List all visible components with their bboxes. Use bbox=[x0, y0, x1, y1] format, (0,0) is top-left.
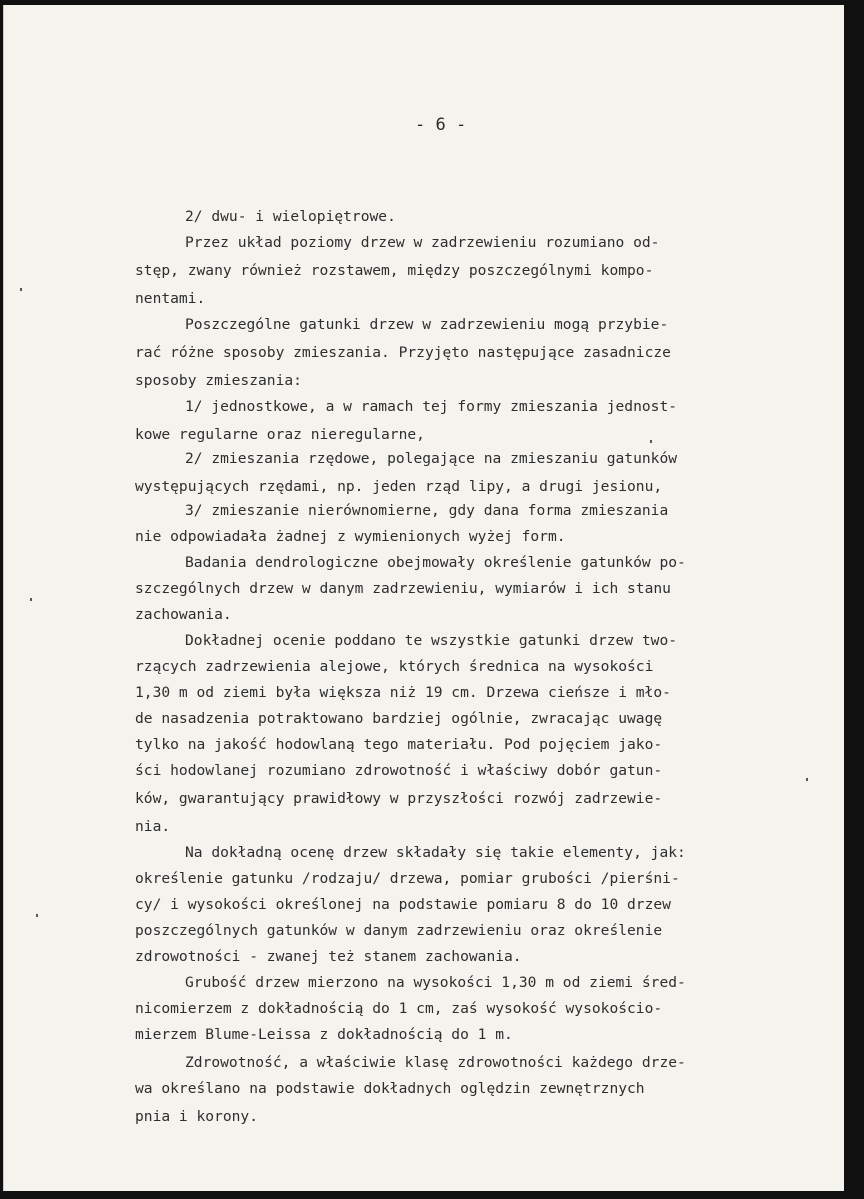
text-line: szczególnych drzew w danym zadrzewieniu, wymiarów i ich stanu bbox=[135, 580, 671, 597]
text-line: Przez układ poziomy drzew w zadrzewieniu rozumiano od- bbox=[185, 234, 660, 251]
text-line: poszczególnych gatunków w danym zadrzewieniu oraz określenie bbox=[135, 922, 663, 939]
text-line: sposoby zmieszania: bbox=[135, 372, 302, 389]
text-line: nicomierzem z dokładnością do 1 cm, zaś wysokość wysokościo- bbox=[135, 1000, 663, 1017]
text-line: określenie gatunku /rodzaju/ drzewa, pomiar grubości /pierśni- bbox=[135, 870, 680, 887]
text-line: 1,30 m od ziemi była większa niż 19 cm. Drzewa cieńsze i mło- bbox=[135, 684, 671, 701]
text-line: nentami. bbox=[135, 290, 206, 307]
text-line: Na dokładną ocenę drzew składały się takie elementy, jak: bbox=[185, 844, 686, 861]
text-line: zachowania. bbox=[135, 606, 232, 623]
text-line: 2/ dwu- i wielopiętrowe. bbox=[185, 208, 396, 225]
scan-speck bbox=[20, 288, 22, 291]
text-line: de nasadzenia potraktowano bardziej ogólnie, zwracając uwagę bbox=[135, 710, 663, 727]
page-number: - 6 - bbox=[415, 115, 467, 135]
text-line: ków, gwarantujący prawidłowy w przyszłości rozwój zadrzewie- bbox=[135, 790, 663, 807]
text-line: zdrowotności - zwanej też stanem zachowania. bbox=[135, 948, 522, 965]
text-line: pnia i korony. bbox=[135, 1108, 259, 1125]
text-line: nie odpowiadała żadnej z wymienionych wyżej form. bbox=[135, 528, 566, 545]
text-line: rać różne sposoby zmieszania. Przyjęto następujące zasadnicze bbox=[135, 344, 671, 361]
scan-speck bbox=[650, 440, 652, 443]
text-line: Badania dendrologiczne obejmowały określenie gatunków po- bbox=[185, 554, 686, 571]
text-line: kowe regularne oraz nieregularne, bbox=[135, 426, 425, 443]
text-line: rzących zadrzewienia alejowe, których średnica na wysokości bbox=[135, 658, 654, 675]
text-line: stęp, zwany również rozstawem, między poszczególnymi kompo- bbox=[135, 262, 654, 279]
text-line: Zdrowotność, a właściwie klasę zdrowotności każdego drze- bbox=[185, 1054, 686, 1071]
scan-speck bbox=[36, 914, 38, 917]
text-line: Dokładnej ocenie poddano te wszystkie gatunki drzew two- bbox=[185, 632, 678, 649]
text-line: 3/ zmieszanie nierównomierne, gdy dana forma zmieszania bbox=[185, 502, 669, 519]
scan-speck bbox=[30, 598, 32, 601]
text-line: mierzem Blume-Leissa z dokładnością do 1 m. bbox=[135, 1026, 513, 1043]
text-line: nia. bbox=[135, 818, 171, 835]
text-line: 2/ zmieszania rzędowe, polegające na zmieszaniu gatunków bbox=[185, 450, 678, 467]
text-line: wa określano na podstawie dokładnych oględzin zewnętrznych bbox=[135, 1080, 645, 1097]
text-line: tylko na jakość hodowlaną tego materiału. Pod pojęciem jako- bbox=[135, 736, 663, 753]
text-line: Poszczególne gatunki drzew w zadrzewieniu mogą przybie- bbox=[185, 316, 669, 333]
text-line: ści hodowlanej rozumiano zdrowotność i właściwy dobór gatun- bbox=[135, 762, 663, 779]
text-line: cy/ i wysokości określonej na podstawie pomiaru 8 do 10 drzew bbox=[135, 896, 671, 913]
text-line: 1/ jednostkowe, a w ramach tej formy zmieszania jednost- bbox=[185, 398, 678, 415]
text-line: Grubość drzew mierzono na wysokości 1,30 m od ziemi śred- bbox=[185, 974, 686, 991]
scan-speck bbox=[806, 778, 808, 781]
text-line: występujących rzędami, np. jeden rząd lipy, a drugi jesionu, bbox=[135, 478, 663, 495]
